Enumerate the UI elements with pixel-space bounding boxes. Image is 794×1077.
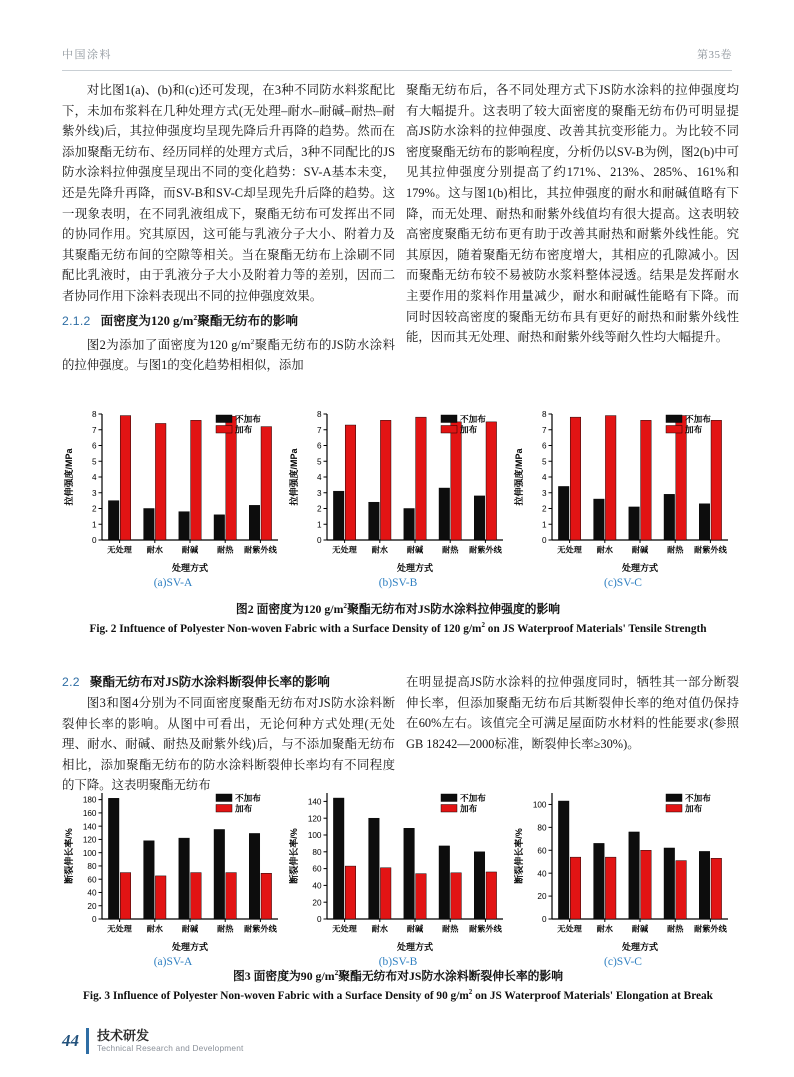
svg-text:拉伸强度/MPa: 拉伸强度/MPa (289, 448, 299, 506)
figure-2-caption-cn-pre: 图2 面密度为120 g/m (235, 601, 344, 616)
svg-text:不加布: 不加布 (235, 414, 261, 424)
svg-text:1: 1 (316, 520, 322, 530)
svg-text:5: 5 (91, 457, 97, 467)
figure-2-caption (62, 598, 734, 638)
svg-text:加布: 加布 (685, 803, 703, 814)
svg-text:不加布: 不加布 (460, 414, 486, 424)
svg-text:耐紫外线: 耐紫外线 (244, 545, 277, 555)
svg-text:8: 8 (541, 410, 547, 420)
svg-text:180: 180 (82, 795, 97, 805)
paragraph-elongation-standard: 在明显提高JS防水涂料的拉伸强度同时，牺牲其一部分断裂伸长率，但添加聚酯无纺布后其断裂伸长率的绝对值仍保持在60%左右。该值完全可满足屋面防水材料的性能要求(参照GB 18242—2000标准，断裂伸长率≥30%)。 (406, 675, 739, 751)
svg-text:耐热: 耐热 (442, 924, 459, 934)
svg-text:处理方式: 处理方式 (621, 563, 659, 573)
figure-3c-plot (512, 783, 734, 955)
svg-text:耐水: 耐水 (371, 545, 388, 555)
page-number: 44 (62, 1031, 79, 1050)
svg-text:0: 0 (541, 915, 547, 925)
svg-text:不加布: 不加布 (685, 414, 711, 424)
svg-text:120: 120 (307, 814, 322, 824)
page-footer (62, 1024, 244, 1058)
figure-3-caption-cn-sup: 2 (334, 968, 339, 977)
figure-2a-subcaption: (a)SV-A (153, 577, 193, 589)
svg-text:0: 0 (91, 915, 97, 925)
svg-text:0: 0 (316, 536, 322, 546)
section-heading-2-1-2 (62, 307, 395, 332)
svg-text:加布: 加布 (685, 424, 703, 435)
section-heading-2-2 (62, 672, 395, 693)
svg-text:处理方式: 处理方式 (171, 942, 209, 952)
figure-2b-cell (287, 404, 509, 589)
footer-label-cn: 技术研发 (97, 1027, 150, 1043)
figure-3-caption-en-sup: 2 (468, 988, 473, 997)
svg-text:耐碱: 耐碱 (406, 924, 424, 934)
svg-text:8: 8 (91, 410, 97, 420)
section-title-post: 聚酯无纺布的影响 (197, 313, 298, 328)
svg-text:4: 4 (91, 473, 97, 483)
svg-text:耐紫外线: 耐紫外线 (694, 545, 727, 555)
section-title-2-2: 聚酯无纺布对JS防水涂料断裂伸长率的影响 (89, 675, 330, 689)
svg-text:60: 60 (312, 864, 322, 874)
svg-text:1: 1 (91, 520, 97, 530)
figure-2-caption-en-post: on JS Waterproof Materials' Tensile Strength (484, 623, 707, 636)
footer-label-en: Technical Research and Development (97, 1042, 244, 1053)
figure-3-caption-en-pre: Fig. 3 Influence of Polyester Non-woven Fabric with a Surface Density of 90 g/m (83, 990, 469, 1003)
svg-text:加布: 加布 (235, 424, 253, 435)
figure-3-caption-en-post: on JS Waterproof Materials' Elongation at Break (472, 990, 713, 1003)
figure-2-caption-en-sup: 2 (481, 621, 485, 630)
svg-text:耐热: 耐热 (217, 924, 234, 934)
paragraph-density-analysis: 聚酯无纺布后，各不同处理方式下JS防水涂料的拉伸强度均有大幅提升。这表明了较大面密度的聚酯无纺布仍可明显提高JS防水涂料的拉伸强度、改善其抗变形能力。为比较不同密度聚酯无纺布的影响程度，分析仍以SV-B为例，图2(b)中可见其拉伸强度分别提高了约171%、213%、285%、161%和179%。这与图1(b)相比，其拉伸强度的耐水和耐碱值略有下降，而无处理、耐热和耐紫外线值均有很大提高。这表明较高密度聚酯无纺布更有助于改善其耐热和耐紫外线性能。究其原因，随着聚酯无纺布密度增大，其相应的孔隙减小。因而聚酯无纺布较不易被防水浆料整体浸透。结果是发挥耐水主要作用的浆料作用量减少，耐水和耐碱性能略有下降。而同时因较高密度的聚酯无纺布具有更好的耐热和耐紫外线性能，因而其无处理、耐热和耐紫外线等耐久性均大幅提升。 (406, 83, 739, 345)
svg-text:3: 3 (316, 488, 322, 498)
svg-text:耐水: 耐水 (596, 924, 613, 934)
section-number: 2.1.2 (62, 313, 91, 328)
section-title-pre: 面密度为120 g/m (100, 313, 194, 328)
svg-text:不加布: 不加布 (685, 793, 711, 803)
volume-label: 第35卷 (697, 49, 732, 61)
svg-text:不加布: 不加布 (460, 793, 486, 803)
svg-text:耐水: 耐水 (371, 924, 388, 934)
svg-text:拉伸强度/MPa: 拉伸强度/MPa (64, 448, 74, 506)
figure-3a-subcaption: (a)SV-A (153, 956, 193, 968)
svg-text:20: 20 (537, 892, 547, 902)
svg-text:140: 140 (307, 797, 322, 807)
svg-text:加布: 加布 (235, 803, 253, 814)
figure-2-caption-en-pre: Fig. 2 Inftuence of Polyester Non-woven Fabric with a Surface Density of 120 g/m (89, 623, 482, 636)
figure-2c-subcaption: (c)SV-C (604, 577, 642, 589)
svg-text:耐紫外线: 耐紫外线 (469, 545, 502, 555)
svg-text:7: 7 (316, 425, 322, 435)
figure-2a-plot (62, 404, 284, 576)
figure-3-caption (62, 965, 734, 1005)
svg-text:耐碱: 耐碱 (406, 545, 424, 555)
svg-text:无处理: 无处理 (557, 545, 582, 555)
svg-text:处理方式: 处理方式 (396, 942, 434, 952)
svg-text:无处理: 无处理 (332, 545, 357, 555)
svg-text:2: 2 (316, 504, 322, 514)
svg-text:0: 0 (541, 536, 547, 546)
svg-text:20: 20 (87, 901, 97, 911)
header-divider (62, 70, 732, 71)
svg-text:耐紫外线: 耐紫外线 (244, 924, 277, 934)
svg-text:不加布: 不加布 (235, 793, 261, 803)
figure-2a-cell (62, 404, 284, 589)
svg-text:4: 4 (316, 473, 322, 483)
paragraph-fig2-intro: 图2为添加了面密度为120 $g/m^2$聚酯无纺布的JS防水涂料的拉伸强度。与图1的变化趋势相相似，添加 (62, 336, 395, 373)
svg-text:80: 80 (87, 862, 97, 872)
figure-3-caption-cn (62, 965, 734, 984)
left-column-top (62, 80, 395, 376)
figure-2-caption-cn-sup: 2 (343, 601, 348, 610)
svg-text:无处理: 无处理 (107, 924, 132, 934)
figure-3c-subcaption: (c)SV-C (604, 956, 642, 968)
svg-text:60: 60 (87, 875, 97, 885)
svg-text:40: 40 (87, 888, 97, 898)
section-number-2-2: 2.2 (62, 675, 80, 689)
figure-3-caption-cn-post: 聚酯无纺布对JS防水涂料断裂伸长率的影响 (338, 968, 564, 983)
svg-text:5: 5 (316, 457, 322, 467)
figure-3a-plot (62, 783, 284, 955)
figure-3-caption-cn-pre: 图3 面密度为90 g/m (232, 968, 335, 983)
svg-text:7: 7 (541, 425, 547, 435)
svg-text:0: 0 (91, 536, 97, 546)
figure-3-caption-en (62, 984, 734, 1004)
svg-text:耐碱: 耐碱 (181, 545, 199, 555)
svg-text:4: 4 (541, 473, 547, 483)
svg-text:3: 3 (91, 488, 97, 498)
svg-text:100: 100 (307, 831, 322, 841)
svg-text:3: 3 (541, 488, 547, 498)
svg-text:6: 6 (91, 441, 97, 451)
figure-2c-cell (512, 404, 734, 589)
svg-text:2: 2 (541, 504, 547, 514)
svg-text:耐碱: 耐碱 (631, 545, 649, 555)
svg-text:8: 8 (316, 410, 322, 420)
section-title-superscript: 2 (193, 312, 198, 322)
svg-text:6: 6 (541, 441, 547, 451)
svg-text:断裂伸长率/%: 断裂伸长率/% (289, 828, 299, 884)
figure-3b-cell (287, 783, 509, 968)
svg-text:1: 1 (541, 520, 547, 530)
right-column-top (406, 80, 739, 348)
svg-text:80: 80 (312, 847, 322, 857)
svg-text:160: 160 (82, 808, 97, 818)
svg-text:耐紫外线: 耐紫外线 (469, 924, 502, 934)
figure-2-chart-row (62, 404, 734, 589)
figure-2-caption-en (62, 617, 734, 637)
paragraph-elongation-intro: 图3和图4分别为不同面密度聚酯无纺布对JS防水涂料断裂伸长率的影响。从图中可看出，无论何种方式处理(无处理、耐水、耐碱、耐热及耐紫外线)后，与不添加聚酯无纺布相比，添加聚酯无纺布的防水涂料断裂伸长率均有不同程度的下降。这表明聚酯无纺布 (62, 696, 395, 793)
svg-text:无处理: 无处理 (557, 924, 582, 934)
svg-text:加布: 加布 (460, 803, 478, 814)
svg-text:80: 80 (537, 823, 547, 833)
svg-text:耐水: 耐水 (146, 924, 163, 934)
svg-text:6: 6 (316, 441, 322, 451)
svg-text:2: 2 (91, 504, 97, 514)
svg-text:7: 7 (91, 425, 97, 435)
svg-text:断裂伸长率/%: 断裂伸长率/% (64, 828, 74, 884)
svg-text:处理方式: 处理方式 (396, 563, 434, 573)
figure-2b-subcaption: (b)SV-B (378, 577, 418, 589)
svg-text:20: 20 (312, 898, 322, 908)
svg-text:无处理: 无处理 (107, 545, 132, 555)
svg-text:100: 100 (532, 800, 547, 810)
svg-text:40: 40 (537, 869, 547, 879)
footer-accent-bar (86, 1028, 89, 1054)
svg-text:耐碱: 耐碱 (631, 924, 649, 934)
svg-text:耐热: 耐热 (667, 545, 684, 555)
right-column-bottom (406, 672, 739, 754)
svg-text:耐水: 耐水 (596, 545, 613, 555)
svg-text:耐热: 耐热 (667, 924, 684, 934)
figure-3-chart-row (62, 783, 734, 968)
svg-text:耐水: 耐水 (146, 545, 163, 555)
journal-name: 中国涂料 (62, 49, 112, 61)
svg-text:60: 60 (537, 846, 547, 856)
figure-3a-cell (62, 783, 284, 968)
svg-text:100: 100 (82, 848, 97, 858)
figure-2c-plot (512, 404, 734, 576)
paragraph-compare: 对比图1(a)、(b)和(c)还可发现，在3种不同防水料浆配比下，未加布浆料在几种处理方式(无处理–耐水–耐碱–耐热–耐紫外线)后，其拉伸强度均呈现先降后升再降的趋势。然而在添加聚酯无纺布、经历同样的处理方式后，3种不同配比的JS防水涂料拉伸强度呈现出不同的变化趋势：SV-A基本未变，还是先降升再降，而SV-B和SV-C却呈现先升后降的趋势。这一现象表明，在不同乳液组成下，聚酯无纺布可发挥出不同的协同作用。究其原因，这可能与乳液分子大小、附着力及其聚酯无纺布间的空隙等相关。当在聚酯无纺布上涂刷不同配比乳液时，由于乳液分子大小及附着力等的差别，因而二者协同作用下涂料表现出不同的拉伸强度效果。 (62, 83, 395, 303)
svg-text:5: 5 (541, 457, 547, 467)
figure-2-caption-cn (62, 598, 734, 617)
svg-text:120: 120 (82, 835, 97, 845)
figure-3c-cell (512, 783, 734, 968)
svg-text:加布: 加布 (460, 424, 478, 435)
svg-text:耐热: 耐热 (442, 545, 459, 555)
figure-2-caption-cn-post: 聚酯无纺布对JS防水涂料拉伸强度的影响 (347, 601, 561, 616)
svg-text:拉伸强度/MPa: 拉伸强度/MPa (514, 448, 524, 506)
svg-text:耐紫外线: 耐紫外线 (694, 924, 727, 934)
figure-3b-plot (287, 783, 509, 955)
svg-text:处理方式: 处理方式 (171, 563, 209, 573)
figure-3b-subcaption: (b)SV-B (378, 956, 418, 968)
svg-text:40: 40 (312, 881, 322, 891)
svg-text:无处理: 无处理 (332, 924, 357, 934)
svg-text:处理方式: 处理方式 (621, 942, 659, 952)
svg-text:断裂伸长率/%: 断裂伸长率/% (514, 828, 524, 884)
svg-text:耐热: 耐热 (217, 545, 234, 555)
svg-text:0: 0 (316, 915, 322, 925)
svg-text:耐碱: 耐碱 (181, 924, 199, 934)
left-column-bottom (62, 672, 395, 796)
footer-section-label (97, 1029, 244, 1054)
svg-text:140: 140 (82, 822, 97, 832)
figure-2b-plot (287, 404, 509, 576)
page-header (62, 46, 732, 72)
